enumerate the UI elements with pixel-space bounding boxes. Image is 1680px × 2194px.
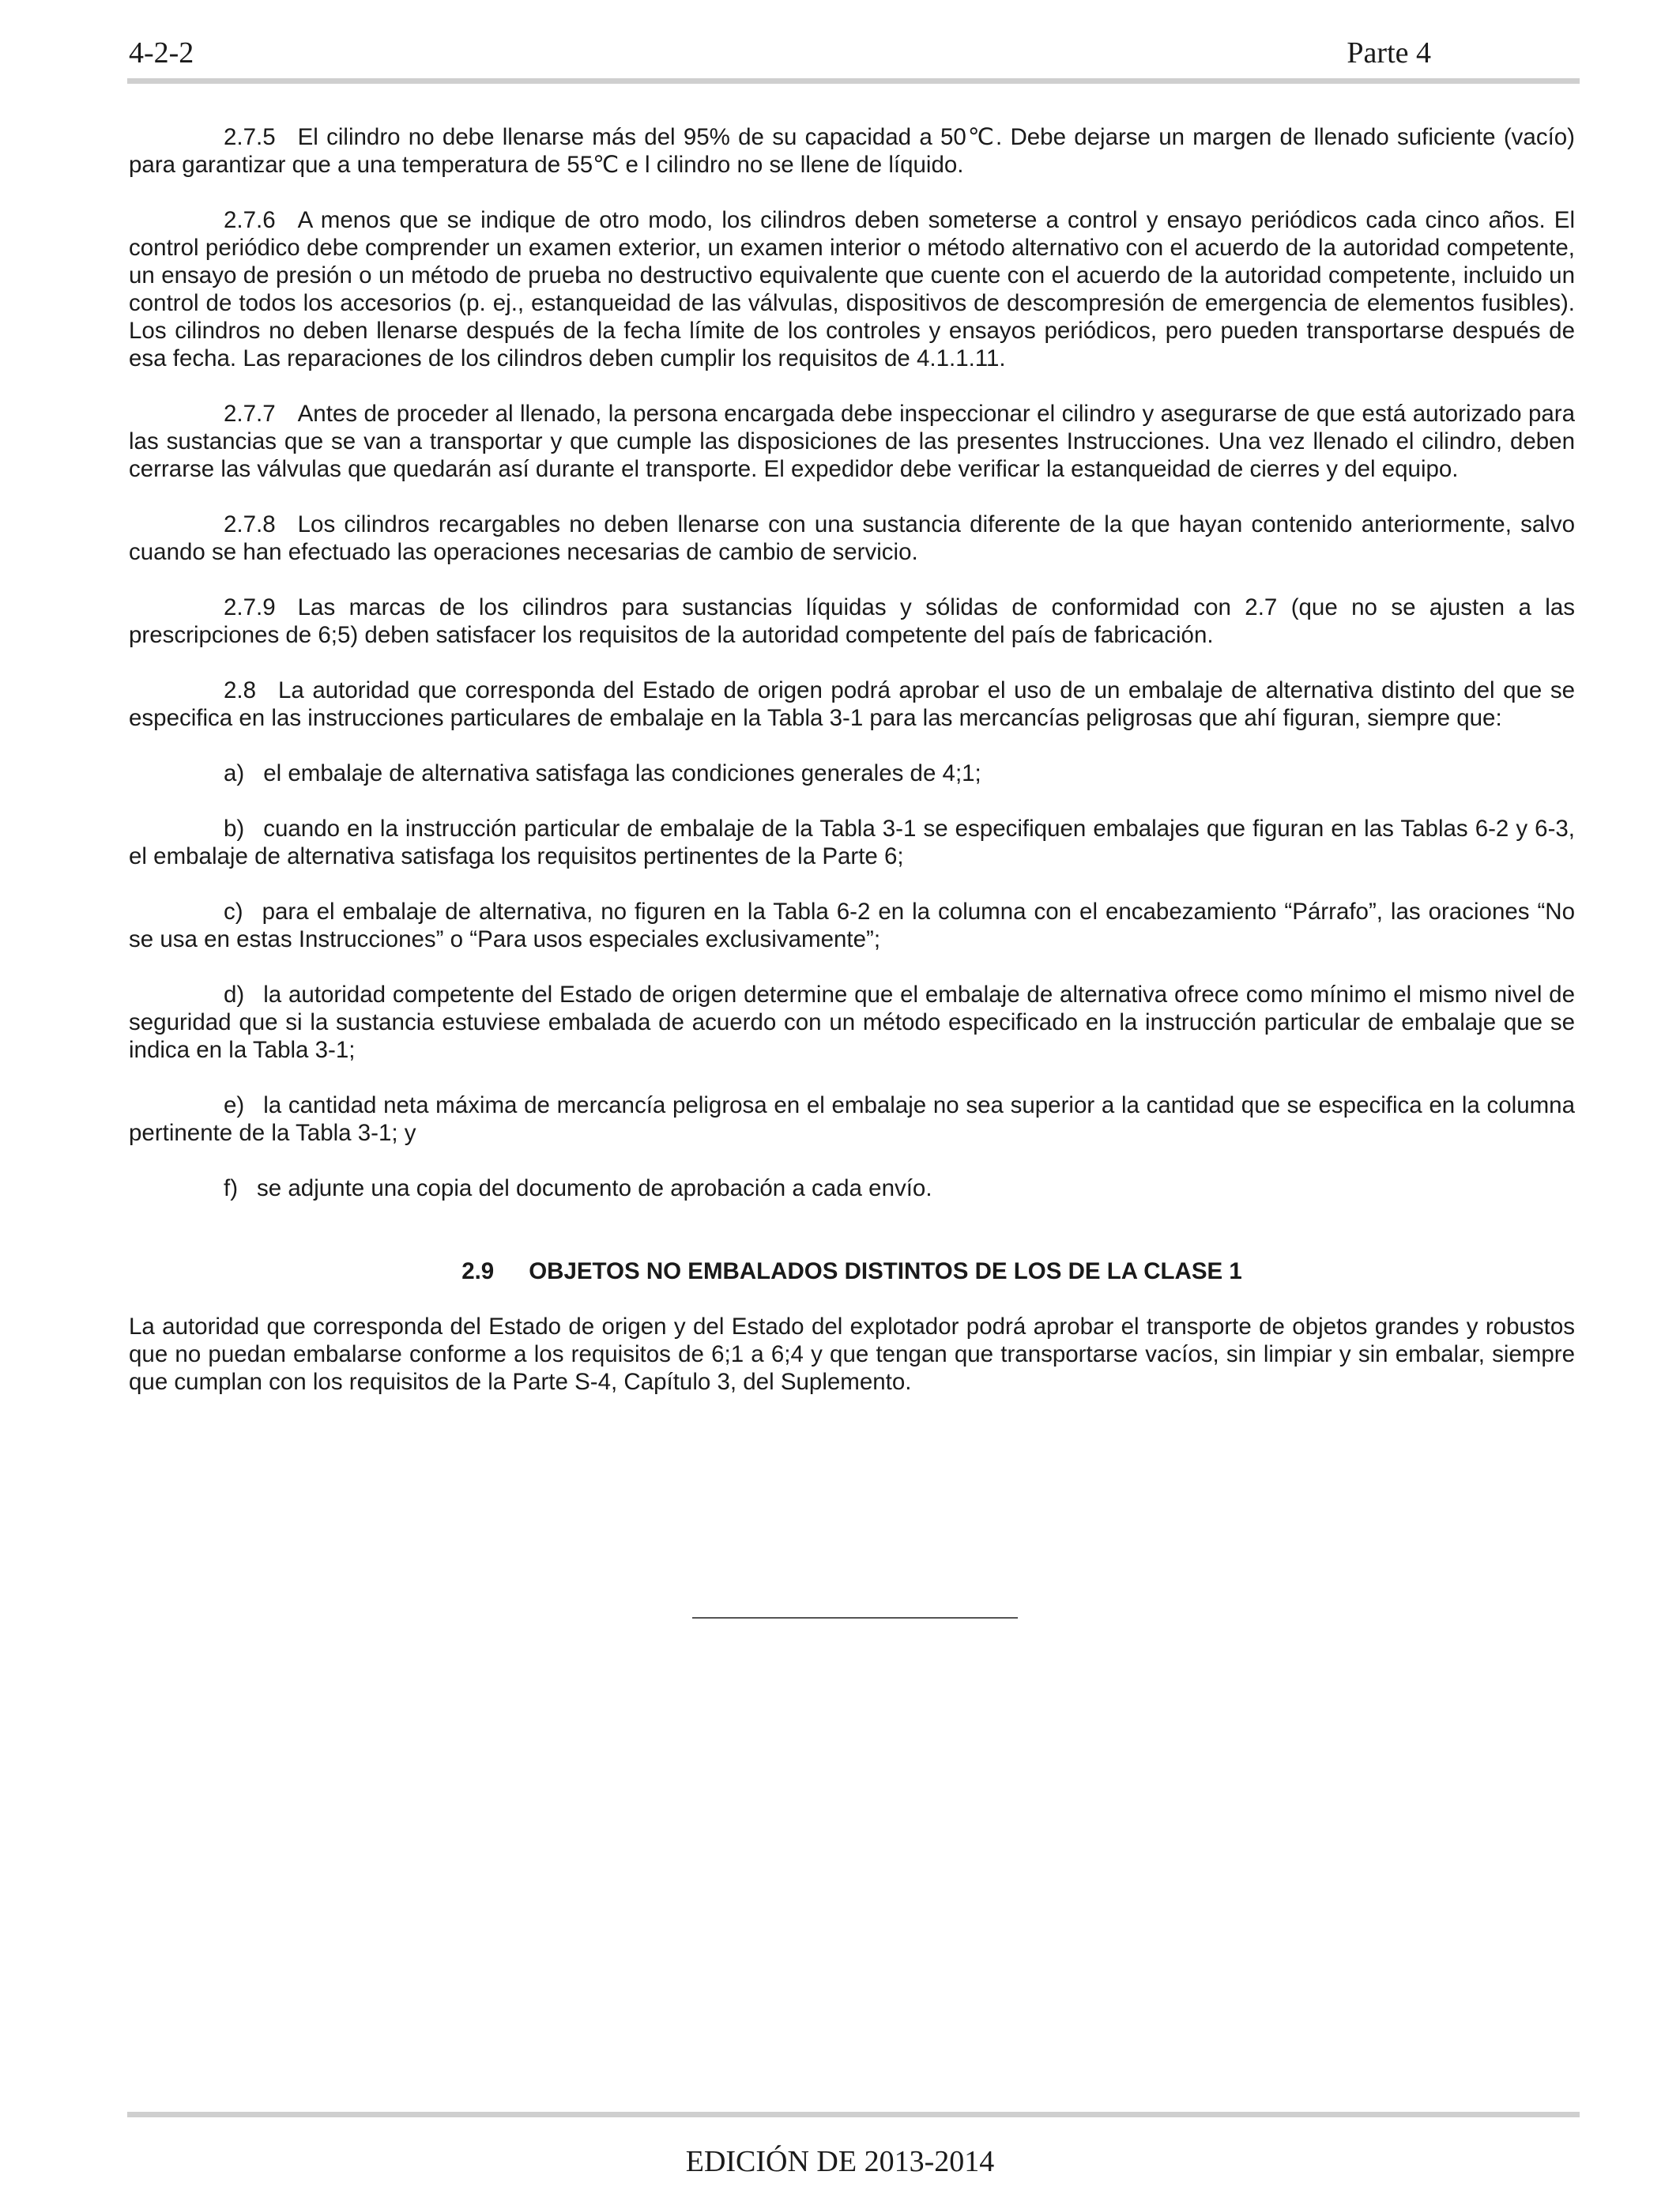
document-body [129, 123, 1575, 1423]
paragraph-number: 2.7.8 [224, 511, 276, 537]
paragraph-text: A menos que se indique de otro modo, los cilindros deben someterse a control y ensayo periódicos cada cinco años. El control periódico debe comprender un examen exterior, un examen interior o método alternativo con el acuerdo de la autoridad competente, un ensayo de presión o un método de prueba no destructivo equivalente que cuente con el acuerdo de la autoridad competente, incluido un control de todos los accesorios (p. ej., estanqueidad de las válvulas, dispositivos de descompresión de emergencia de elementos fusibles). Los cilindros no deben llenarse después de la fecha límite de los controles y ensayos periódicos, pero pueden transportarse después de esa fecha. Las reparaciones de los cilindros deben cumplir los requisitos de 4.1.1.11. [129, 207, 1575, 371]
paragraph-number: 2.7.9 [224, 594, 276, 620]
list-item-label: d) [224, 982, 245, 1008]
list-item-text: la autoridad competente del Estado de origen determine que el embalaje de alternativa ofrece como mínimo el mismo nivel de seguridad que si la sustancia estuviese embalada de acuerdo con un método especificado en la instrucción particular de embalaje que se indica en la Tabla 3-1; [129, 982, 1575, 1063]
list-item [129, 1174, 1575, 1202]
paragraph-2-7-9 [129, 594, 1575, 649]
section-heading [129, 1257, 1575, 1285]
list-item [129, 981, 1575, 1064]
paragraph-text: Los cilindros recargables no deben llenarse con una sustancia diferente de la que hayan contenido anteriormente, salvo cuando se han efectuado las operaciones necesarias de cambio de servicio. [129, 511, 1575, 565]
list-item-text: se adjunte una copia del documento de aprobación a cada envío. [257, 1175, 932, 1201]
list-item [129, 1091, 1575, 1147]
list-item-label: f) [224, 1175, 239, 1201]
list-item-label: e) [224, 1092, 245, 1118]
edition-footer: EDICIÓN DE 2013-2014 [685, 2145, 995, 2178]
footer-rule [127, 2112, 1580, 2117]
end-of-chapter-rule [692, 1617, 1018, 1619]
paragraph-number: 2.7.6 [224, 207, 276, 233]
paragraph-text: Antes de proceder al llenado, la persona encargada debe inspeccionar el cilindro y asegurarse de que está autorizado para las sustancias que se van a transportar y que cumple las disposiciones de las presentes Instrucciones. Una vez llenado el cilindro, deben cerrarse las válvulas que quedarán así durante el transporte. El expedidor debe verificar la estanqueidad de cierres y del equipo. [129, 401, 1575, 482]
list-item-text: cuando en la instrucción particular de embalaje de la Tabla 3-1 se especifiquen embalajes que figuran en las Tablas 6-2 y 6-3, el embalaje de alternativa satisfaga los requisitos pertinentes de la Parte 6; [129, 816, 1575, 869]
section-paragraph: La autoridad que corresponda del Estado de origen y del Estado del explotador podrá aprobar el transporte de objetos grandes y robustos que no puedan embalarse conforme a los requisitos de 6;1 a 6;4 y que tengan que transportarse vacíos, sin limpiar y sin embalar, siempre que cumplan con los requisitos de la Parte S-4, Capítulo 3, del Suplemento. [129, 1314, 1575, 1395]
paragraph-number: 2.7.7 [224, 401, 276, 427]
list-item-label: c) [224, 899, 243, 925]
paragraph-number: 2.8 [224, 677, 257, 703]
paragraph-number: 2.7.5 [224, 124, 276, 150]
paragraph-2-7-8 [129, 511, 1575, 566]
list-item-text: la cantidad neta máxima de mercancía peligrosa en el embalaje no sea superior a la cantidad que se especifica en la columna pertinente de la Tabla 3-1; y [129, 1092, 1575, 1146]
paragraph-text: Las marcas de los cilindros para sustancias líquidas y sólidas de conformidad con 2.7 (que no se ajusten a las prescripciones de 6;5) deben satisfacer los requisitos de la autoridad competente del país de fabricación. [129, 594, 1575, 648]
paragraph-2-7-6 [129, 206, 1575, 372]
paragraph-2-7-7 [129, 400, 1575, 483]
paragraph-2-7-5 [129, 123, 1575, 179]
section-title: OBJETOS NO EMBALADOS DISTINTOS DE LOS DE LA CLASE 1 [529, 1258, 1242, 1284]
list-item-text: el embalaje de alternativa satisfaga las condiciones generales de 4;1; [263, 760, 981, 786]
paragraph-text: La autoridad que corresponda del Estado de origen podrá aprobar el uso de un embalaje de alternativa distinto del que se especifica en las instrucciones particulares de embalaje en la Tabla 3-1 para las mercancías peligrosas que ahí figuran, siempre que: [129, 677, 1575, 731]
paragraph-2-8 [129, 677, 1575, 732]
list-item [129, 898, 1575, 953]
list-item [129, 760, 1575, 787]
list-item-label: b) [224, 816, 245, 842]
section-number: 2.9 [461, 1258, 495, 1284]
part-header: Parte 4 [1347, 36, 1431, 70]
list-item-label: a) [224, 760, 245, 786]
header-rule [127, 78, 1580, 84]
paragraph-text: El cilindro no debe llenarse más del 95% de su capacidad a 50℃. Debe dejarse un margen de llenado suficiente (vacío) para garantizar que a una temperatura de 55℃ e l cilindro no se llene de líquido. [129, 124, 1575, 178]
list-item [129, 815, 1575, 870]
list-item-text: para el embalaje de alternativa, no figuren en la Tabla 6-2 en la columna con el encabezamiento “Párrafo”, las oraciones “No se usa en estas Instrucciones” o “Para usos especiales exclusivamente”; [129, 899, 1575, 952]
page-number-header: 4-2-2 [129, 36, 194, 70]
